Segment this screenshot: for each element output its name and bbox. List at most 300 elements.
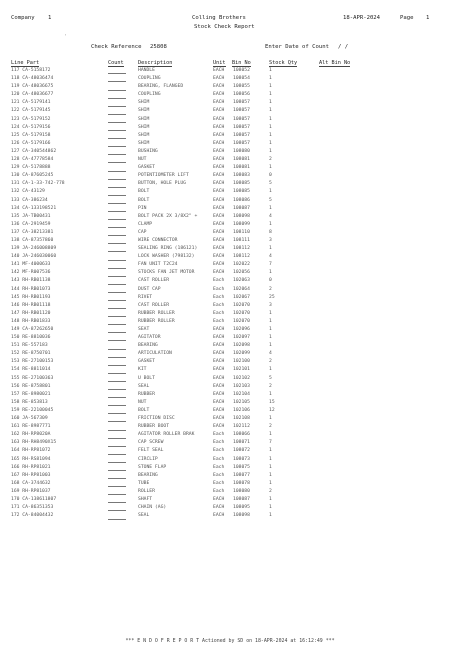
unit-cell: EACH xyxy=(213,132,225,138)
bin-no-cell: 102070 xyxy=(233,302,250,308)
table-row xyxy=(11,100,451,108)
stock-qty-cell: 1 xyxy=(269,448,272,454)
table-row xyxy=(11,165,451,173)
unit-cell: Each xyxy=(213,278,225,284)
stock-qty-cell: 1 xyxy=(269,343,272,349)
line-part-cell: 161 RE-8987771 xyxy=(11,424,51,430)
count-entry-line[interactable] xyxy=(108,405,126,406)
unit-cell: EACH xyxy=(213,496,225,502)
bin-no-cell: 108098 xyxy=(233,213,250,219)
line-part-cell: 155 RE-27100363 xyxy=(11,375,54,381)
column-header-stock-qty: Stock Qty xyxy=(269,60,298,66)
count-entry-line[interactable] xyxy=(108,494,126,495)
line-part-cell: 171 CA-86351353 xyxy=(11,505,54,511)
line-part-cell: 130 CA-87605245 xyxy=(11,173,54,179)
count-entry-line[interactable] xyxy=(108,179,126,180)
count-entry-line[interactable] xyxy=(108,332,126,333)
line-part-cell: 141 MF-4000633 xyxy=(11,262,51,268)
count-entry-line[interactable] xyxy=(108,73,126,74)
description-cell: NUT xyxy=(138,157,147,163)
description-cell: SHIM xyxy=(138,108,150,114)
unit-cell: Each xyxy=(213,310,225,316)
bin-no-cell: 102105 xyxy=(233,399,250,405)
description-cell: STOCKS FAN JET MOTOR xyxy=(138,270,195,276)
unit-cell: EACH xyxy=(213,416,225,422)
unit-cell: EACH xyxy=(213,343,225,349)
stock-qty-cell: 1 xyxy=(269,140,272,146)
line-part-cell: 142 MF-R007536 xyxy=(11,270,51,276)
stock-qty-cell: 4 xyxy=(269,351,272,357)
description-cell: ROLLER xyxy=(138,488,155,494)
unit-cell: EACH xyxy=(213,359,225,365)
stock-qty-cell: 3 xyxy=(269,302,272,308)
unit-cell: EACH xyxy=(213,84,225,90)
bin-no-cell: 102112 xyxy=(233,424,250,430)
description-cell: COUPLING xyxy=(138,76,161,82)
count-entry-line[interactable] xyxy=(108,438,126,439)
count-entry-line[interactable] xyxy=(108,90,126,91)
unit-cell: EACH xyxy=(213,270,225,276)
description-cell: ARTICULATION xyxy=(138,351,172,357)
count-entry-line[interactable] xyxy=(108,187,126,188)
description-cell: HANDLE xyxy=(138,68,155,73)
description-cell: CAP SCREW xyxy=(138,440,164,446)
stock-qty-cell: 1 xyxy=(269,165,272,171)
stock-qty-cell: 1 xyxy=(269,391,272,397)
line-part-cell: 139 JA-246008809 xyxy=(11,246,57,252)
table-row xyxy=(11,92,451,100)
bin-no-cell: 102070 xyxy=(233,310,250,316)
count-entry-line[interactable] xyxy=(108,130,126,131)
count-entry-line[interactable] xyxy=(108,227,126,228)
count-entry-line[interactable] xyxy=(108,146,126,147)
description-cell: STONE FLAP xyxy=(138,464,167,470)
count-entry-line[interactable] xyxy=(108,324,126,325)
unit-cell: EACH xyxy=(213,124,225,130)
table-row xyxy=(11,117,451,125)
stock-qty-cell: 5 xyxy=(269,197,272,203)
unit-cell: EACH xyxy=(213,367,225,373)
count-entry-line[interactable] xyxy=(108,138,126,139)
description-cell: BEARING xyxy=(138,472,158,478)
description-cell: PIN xyxy=(138,205,147,211)
table-row xyxy=(11,149,451,157)
unit-cell: EACH xyxy=(213,221,225,227)
line-part-cell: 151 RE-557183 xyxy=(11,343,48,349)
count-entry-line[interactable] xyxy=(108,365,126,366)
date-entry-field[interactable]: / / xyxy=(338,44,349,50)
line-part-cell: 165 RH-RS81094 xyxy=(11,456,51,462)
line-part-cell: 164 RH-RP81072 xyxy=(11,448,51,454)
line-part-cell: 118 CA-48036474 xyxy=(11,76,54,82)
stock-qty-cell: 7 xyxy=(269,440,272,446)
page-number: 1 xyxy=(426,15,430,21)
count-entry-line[interactable] xyxy=(108,519,126,520)
count-entry-line[interactable] xyxy=(108,381,126,382)
line-part-cell: 134 CA-133198521 xyxy=(11,205,57,211)
count-entry-line[interactable] xyxy=(108,219,126,220)
line-part-cell: 119 CA-48036675 xyxy=(11,84,54,90)
unit-cell: EACH xyxy=(213,197,225,203)
unit-cell: EACH xyxy=(213,391,225,397)
line-part-cell: 162 RH-RP8020A xyxy=(11,432,51,438)
bin-no-cell: 108112 xyxy=(233,246,250,252)
column-header-count: Count xyxy=(108,60,124,66)
line-part-cell: 157 RE-8980021 xyxy=(11,391,51,397)
table-row xyxy=(11,181,451,189)
stock-qty-cell: 1 xyxy=(269,335,272,341)
description-cell: BEARING xyxy=(138,343,158,349)
table-row xyxy=(11,157,451,165)
count-entry-line[interactable] xyxy=(108,211,126,212)
table-row xyxy=(11,416,451,424)
table-row xyxy=(11,108,451,116)
description-cell: FELT SEAL xyxy=(138,448,164,454)
bin-no-cell: 102108 xyxy=(233,416,250,422)
description-cell: WIRE CONNECTOR xyxy=(138,237,178,243)
line-part-cell: 126 CA-5179166 xyxy=(11,140,51,146)
unit-cell: EACH xyxy=(213,327,225,332)
description-cell: AGITATOR xyxy=(138,335,161,341)
count-entry-line[interactable] xyxy=(108,203,126,204)
stock-qty-cell: 1 xyxy=(269,132,272,138)
unit-cell: EACH xyxy=(213,68,225,73)
count-entry-line[interactable] xyxy=(108,470,126,471)
stock-qty-cell: 0 xyxy=(269,278,272,284)
count-entry-line[interactable] xyxy=(108,373,126,374)
table-row xyxy=(11,335,451,343)
unit-cell: EACH xyxy=(213,424,225,430)
table-row xyxy=(11,408,451,416)
unit-cell: EACH xyxy=(213,351,225,357)
table-row xyxy=(11,351,451,359)
unit-cell: EACH xyxy=(213,254,225,260)
bin-no-cell: 102106 xyxy=(233,407,250,413)
unit-cell: EACH xyxy=(213,76,225,82)
stock-qty-cell: 0 xyxy=(269,173,272,179)
description-cell: SEAL xyxy=(138,383,150,389)
check-reference-number: 25808 xyxy=(150,44,167,50)
table-row xyxy=(11,481,451,489)
count-entry-line[interactable] xyxy=(108,308,126,309)
count-entry-line[interactable] xyxy=(108,421,126,422)
unit-cell: EACH xyxy=(213,116,225,122)
description-cell: BOLT xyxy=(138,407,150,413)
count-entry-line[interactable] xyxy=(108,357,126,358)
company-name: Colling Brothers xyxy=(192,15,246,21)
stock-qty-cell: 4 xyxy=(269,254,272,260)
column-header-description: Description xyxy=(138,60,173,66)
line-part-cell: 129 CA-5178888 xyxy=(11,165,51,171)
stock-qty-cell: 4 xyxy=(269,213,272,219)
line-part-cell: 124 CA-5179156 xyxy=(11,124,51,130)
line-part-cell: 149 CA-87262650 xyxy=(11,327,54,332)
stock-qty-cell: 5 xyxy=(269,181,272,187)
table-row xyxy=(11,311,451,319)
description-cell: SEAT xyxy=(138,327,150,332)
report-date: 18-APR-2024 xyxy=(343,15,381,21)
company-label: Company xyxy=(11,15,35,21)
count-entry-line[interactable] xyxy=(108,478,126,479)
count-entry-line[interactable] xyxy=(108,81,126,82)
unit-cell: EACH xyxy=(213,92,225,98)
line-part-cell: 150 RE-8810036 xyxy=(11,335,51,341)
description-cell: SHAFT xyxy=(138,496,153,502)
table-row xyxy=(11,319,451,327)
unit-cell: EACH xyxy=(213,189,225,195)
stock-qty-cell: 1 xyxy=(269,327,272,332)
description-cell: BOLT xyxy=(138,189,150,195)
description-cell: NUT xyxy=(138,399,147,405)
stock-qty-cell: 1 xyxy=(269,148,272,154)
table-row xyxy=(11,254,451,262)
stock-qty-cell: 1 xyxy=(269,318,272,324)
column-header-bin-no: Bin No xyxy=(232,60,251,66)
table-row xyxy=(11,327,451,335)
count-entry-line[interactable] xyxy=(108,349,126,350)
description-cell: RUBBER ROLLER xyxy=(138,310,175,316)
table-row xyxy=(11,489,451,497)
line-part-cell: 120 CA-48036677 xyxy=(11,92,54,98)
bin-no-cell: 108095 xyxy=(233,505,250,511)
description-cell: BOLT xyxy=(138,197,150,203)
bin-no-cell: 108111 xyxy=(233,237,250,243)
stock-qty-cell: 2 xyxy=(269,383,272,389)
bin-no-cell: 102067 xyxy=(233,294,250,300)
count-entry-line[interactable] xyxy=(108,122,126,123)
enter-date-label: Enter Date of Count xyxy=(265,44,329,50)
count-entry-line[interactable] xyxy=(108,268,126,269)
stock-qty-cell: 1 xyxy=(269,456,272,462)
stock-qty-cell: 12 xyxy=(269,407,275,413)
unit-cell: EACH xyxy=(213,237,225,243)
line-part-cell: 136 CA-2919459 xyxy=(11,221,51,227)
description-cell: RUBBER xyxy=(138,391,155,397)
unit-cell: Each xyxy=(213,472,225,478)
description-cell: SHIM xyxy=(138,140,150,146)
count-entry-line[interactable] xyxy=(108,446,126,447)
description-cell: GASKET xyxy=(138,359,155,365)
count-entry-line[interactable] xyxy=(108,276,126,277)
description-cell: BOLT PACK 2X 3/8X2" + xyxy=(138,213,198,219)
unit-cell: Each xyxy=(213,448,225,454)
line-part-cell: 125 CA-5179158 xyxy=(11,132,51,138)
table-row xyxy=(11,141,451,149)
count-entry-line[interactable] xyxy=(108,316,126,317)
count-entry-line[interactable] xyxy=(108,292,126,293)
table-row xyxy=(11,246,451,254)
bin-no-cell: 108080 xyxy=(233,488,250,494)
line-part-cell: 160 JA-567309 xyxy=(11,416,48,422)
line-part-cell: 143 RH-RB01138 xyxy=(11,278,51,284)
table-row xyxy=(11,465,451,473)
count-entry-line[interactable] xyxy=(108,502,126,503)
count-entry-line[interactable] xyxy=(108,510,126,511)
table-row xyxy=(11,206,451,214)
description-cell: SEALING RING (186121) xyxy=(138,246,198,252)
bin-no-cell: 102102 xyxy=(233,375,250,381)
stock-qty-cell: 1 xyxy=(269,108,272,114)
count-entry-line[interactable] xyxy=(108,251,126,252)
count-entry-line[interactable] xyxy=(108,389,126,390)
table-row xyxy=(11,497,451,505)
description-cell: U BOLT xyxy=(138,375,155,381)
bin-no-cell: 108078 xyxy=(233,480,250,486)
table-row xyxy=(11,76,451,84)
table-row xyxy=(11,68,451,76)
line-part-cell: 122 CA-5179145 xyxy=(11,108,51,114)
stock-qty-cell: 1 xyxy=(269,124,272,130)
report-title: Stock Check Report xyxy=(194,24,255,30)
table-row xyxy=(11,384,451,392)
bin-no-cell: 108099 xyxy=(233,221,250,227)
line-part-cell: 133 CA-386234 xyxy=(11,197,48,203)
unit-cell: Each xyxy=(213,480,225,486)
bin-no-cell: 108057 xyxy=(233,140,250,146)
bin-no-cell: 102099 xyxy=(233,351,250,357)
line-part-cell: 123 CA-5179152 xyxy=(11,116,51,122)
count-entry-line[interactable] xyxy=(108,114,126,115)
stock-qty-cell: 1 xyxy=(269,472,272,478)
table-row xyxy=(11,448,451,456)
count-entry-line[interactable] xyxy=(108,106,126,107)
count-entry-line[interactable] xyxy=(108,162,126,163)
line-part-cell: 121 CA-5179141 xyxy=(11,100,51,106)
count-entry-line[interactable] xyxy=(108,260,126,261)
table-row xyxy=(11,173,451,181)
stock-qty-cell: 1 xyxy=(269,76,272,82)
table-row xyxy=(11,278,451,286)
unit-cell: EACH xyxy=(213,148,225,154)
stock-qty-cell: 1 xyxy=(269,68,272,73)
bin-no-cell: 108057 xyxy=(233,100,250,106)
table-row xyxy=(11,189,451,197)
stock-qty-cell: 2 xyxy=(269,359,272,365)
unit-cell: Each xyxy=(213,432,225,438)
line-part-cell: 156 RE-8758801 xyxy=(11,383,51,389)
bin-no-cell: 108085 xyxy=(233,181,250,187)
table-row xyxy=(11,303,451,311)
bin-no-cell: 108072 xyxy=(233,448,250,454)
count-entry-line[interactable] xyxy=(108,235,126,236)
unit-cell: EACH xyxy=(213,375,225,381)
count-entry-line[interactable] xyxy=(108,430,126,431)
count-entry-line[interactable] xyxy=(108,98,126,99)
stock-qty-cell: 15 xyxy=(269,399,275,405)
description-cell: BUTTON, HOLE PLUG xyxy=(138,181,186,187)
stock-qty-cell: 2 xyxy=(269,286,272,292)
description-cell: CAST ROLLER xyxy=(138,302,170,308)
bin-no-cell: 102100 xyxy=(233,359,250,365)
unit-cell: EACH xyxy=(213,213,225,219)
count-entry-line[interactable] xyxy=(108,284,126,285)
unit-cell: EACH xyxy=(213,262,225,268)
table-row xyxy=(11,424,451,432)
stock-qty-cell: 1 xyxy=(269,480,272,486)
stock-qty-cell: 8 xyxy=(269,229,272,235)
stock-qty-cell: 1 xyxy=(269,496,272,502)
unit-cell: EACH xyxy=(213,246,225,252)
count-entry-line[interactable] xyxy=(108,397,126,398)
unit-cell: Each xyxy=(213,318,225,324)
bin-no-cell: 108052 xyxy=(233,68,250,73)
description-cell: CAP xyxy=(138,229,147,235)
count-entry-line[interactable] xyxy=(108,462,126,463)
unit-cell: EACH xyxy=(213,100,225,106)
count-entry-line[interactable] xyxy=(108,340,126,341)
unit-cell: EACH xyxy=(213,229,225,235)
bin-no-cell: 108055 xyxy=(233,84,250,90)
stock-table-body xyxy=(11,68,451,521)
table-row xyxy=(11,133,451,141)
count-entry-line[interactable] xyxy=(108,486,126,487)
bin-no-cell: 102063 xyxy=(233,278,250,284)
description-cell: SHIM xyxy=(138,100,150,106)
unit-cell: EACH xyxy=(213,383,225,389)
bin-no-cell: 108075 xyxy=(233,464,250,470)
count-entry-line[interactable] xyxy=(108,300,126,301)
count-entry-line[interactable] xyxy=(108,171,126,172)
line-part-cell: 145 RH-RB01193 xyxy=(11,294,51,300)
stock-qty-cell: 1 xyxy=(269,513,272,519)
line-part-cell: 140 JA-246030060 xyxy=(11,254,57,260)
count-entry-line[interactable] xyxy=(108,243,126,244)
table-row xyxy=(11,222,451,230)
unit-cell: EACH xyxy=(213,513,225,519)
unit-cell: Each xyxy=(213,294,225,300)
stock-qty-cell: 2 xyxy=(269,488,272,494)
description-cell: CLAMP xyxy=(138,221,153,227)
line-part-cell: 148 RH-RB01833 xyxy=(11,318,51,324)
description-cell: POTENTIOMETER LIFT xyxy=(138,173,189,179)
stock-qty-cell: 1 xyxy=(269,464,272,470)
description-cell: TUBE xyxy=(138,480,150,486)
table-row xyxy=(11,505,451,513)
bin-no-cell: 102097 xyxy=(233,335,250,341)
count-entry-line[interactable] xyxy=(108,154,126,155)
stock-qty-cell: 1 xyxy=(269,367,272,373)
line-part-cell: 166 RH-RP81021 xyxy=(11,464,51,470)
bin-no-cell: 108087 xyxy=(233,205,250,211)
bin-no-cell: 102064 xyxy=(233,286,250,292)
line-part-cell: 152 RE-8750701 xyxy=(11,351,51,357)
description-cell: SHIM xyxy=(138,132,150,138)
table-row xyxy=(11,400,451,408)
table-row xyxy=(11,513,451,521)
table-row xyxy=(11,376,451,384)
unit-cell: EACH xyxy=(213,173,225,179)
description-cell: COUPLING xyxy=(138,92,161,98)
bin-no-cell: 102056 xyxy=(233,270,250,276)
description-cell: BUSHING xyxy=(138,148,158,154)
count-entry-line[interactable] xyxy=(108,454,126,455)
table-row xyxy=(11,84,451,92)
unit-cell: EACH xyxy=(213,505,225,511)
line-part-cell: 154 RE-8811014 xyxy=(11,367,51,373)
bin-no-cell: 108087 xyxy=(233,496,250,502)
check-reference-label: Check Reference xyxy=(91,44,142,50)
bin-no-cell: 102104 xyxy=(233,391,250,397)
description-cell: DUST CAP xyxy=(138,286,161,292)
unit-cell: Each xyxy=(213,286,225,292)
bin-no-cell: 108085 xyxy=(233,189,250,195)
description-cell: SHIM xyxy=(138,116,150,122)
table-row xyxy=(11,287,451,295)
stock-qty-cell: 1 xyxy=(269,100,272,106)
bin-no-cell: 108112 xyxy=(233,254,250,260)
count-entry-line[interactable] xyxy=(108,195,126,196)
count-entry-line[interactable] xyxy=(108,413,126,414)
